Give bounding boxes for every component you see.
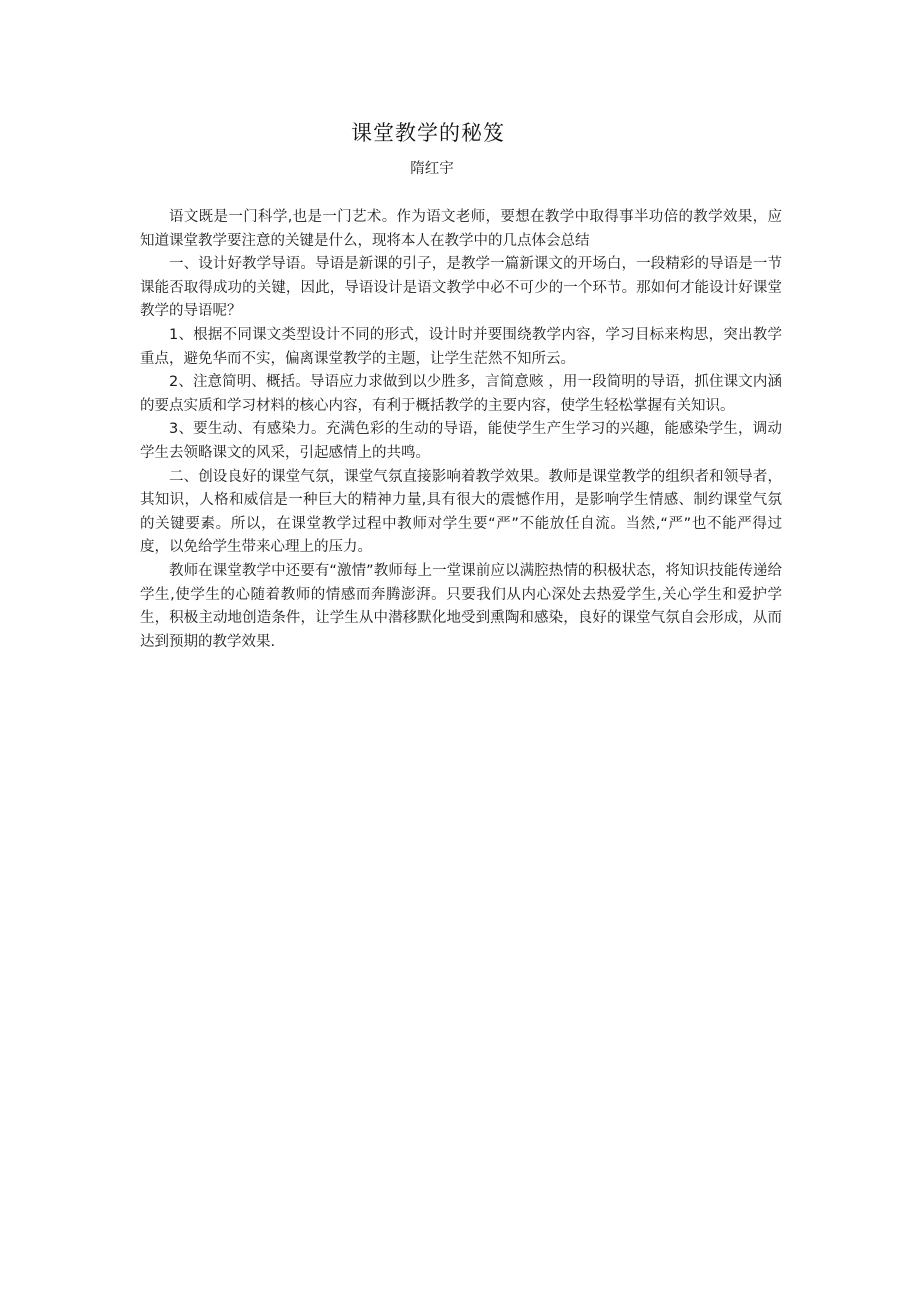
document-body [140,206,782,654]
paragraph-point-two: 2、注意简明、概括。导语应力求做到以少胜多，言简意赅 ，用一段简明的导语，抓住课文内涵的要点实质和学习材料的核心内容，有利于概括教学的主要内容，使学生轻松掌握有关知识。 [140,374,782,414]
document-author: 隋红宇 [410,161,454,177]
document-title: 课堂教学的秘笈 [351,121,505,145]
paragraph-section-two: 二、创设良好的课堂气氛，课堂气氛直接影响着教学效果。教师是课堂教学的组织者和领导者，其知识，人格和威信是一种巨大的精神力量,具有很大的震憾作用，是影响学生情感、制约课堂气氛的关键要素。所以，在课堂教学过程中教师对学生要“严”不能放任自流。当然,“严”也不能严得过度，以免给学生带来心理上的压力。 [140,468,782,556]
paragraph-point-three: 3、要生动、有感染力。充满色彩的生动的导语，能使学生产生学习的兴趣，能感染学生，调动学生去领略课文的风采，引起感情上的共鸣。 [140,421,782,461]
paragraph-intro: 语文既是一门科学,也是一门艺术。作为语文老师，要想在教学中取得事半功倍的教学效果，应知道课堂教学要注意的关键是什么，现将本人在教学中的几点体会总结 [140,209,782,249]
paragraph-point-one: 1、根据不同课文类型设计不同的形式，设计时并要围绕教学内容，学习目标来构思，突出教学重点，避免华而不实，偏离课堂教学的主题，让学生茫然不知所云。 [140,326,782,367]
paragraph-section-one: 一、设计好教学导语。导语是新课的引子，是教学一篇新课文的开场白，一段精彩的导语是一节课能否取得成功的关键，因此，导语设计是语文教学中必不可少的一个环节。那如何才能设计好课堂教学的导语呢？ [140,256,782,320]
paragraph-conclusion: 教师在课堂教学中还要有“激情”教师每上一堂课前应以满腔热情的积极状态，将知识技能传递给学生,使学生的心随着教师的情感而奔腾澎湃。只要我们从内心深处去热爱学生,关心学生和爱护学生，积极主动地创造条件，让学生从中潜移默化地受到熏陶和感染，良好的课堂气氛自会形成，从而达到预期的教学效果. [140,562,782,650]
